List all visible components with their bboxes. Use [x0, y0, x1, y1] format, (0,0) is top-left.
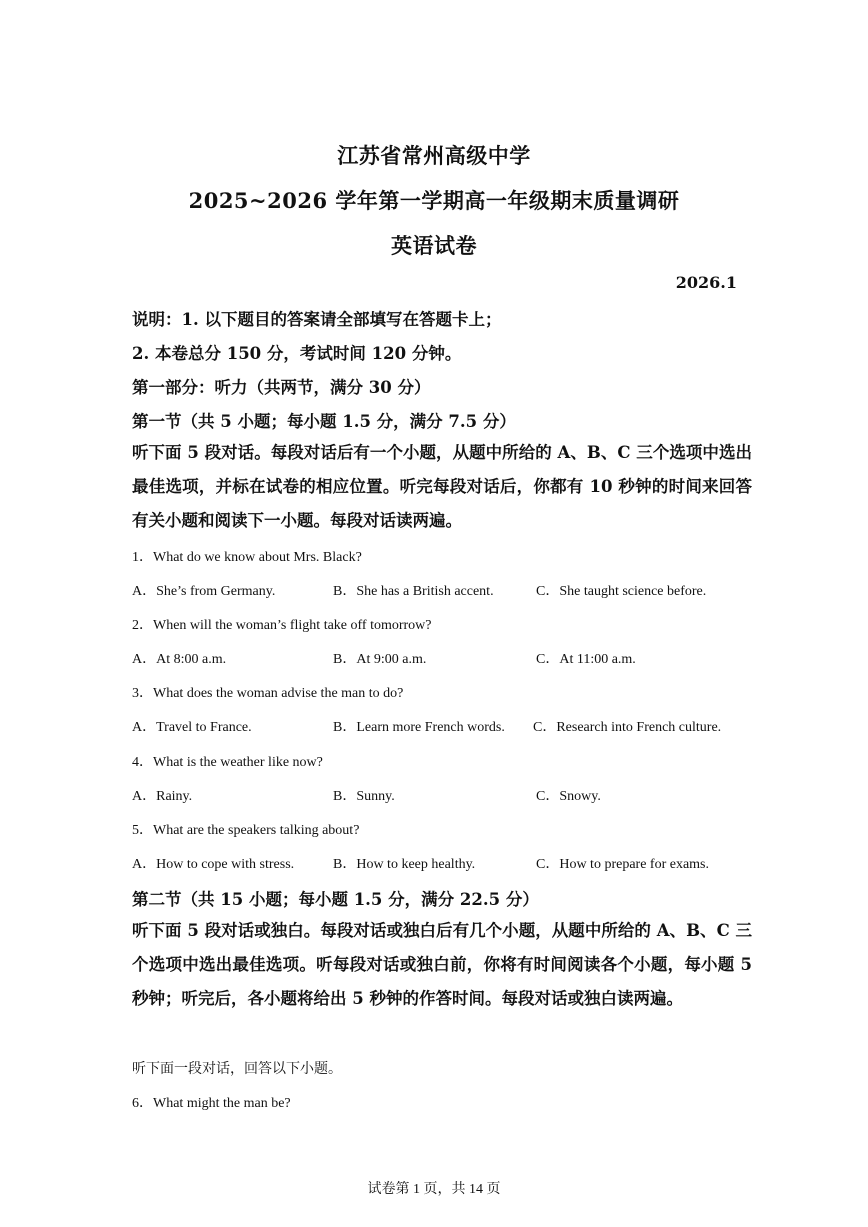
page-footer: 试卷第 1 页，共 14 页	[367, 1182, 501, 1197]
question-stem: 6．What might the man be?	[132, 1096, 291, 1111]
option-c: C．Research into French culture.	[533, 720, 722, 735]
note-1: 说明：1. 以下题目的答案请全部填写在答题卡上；	[132, 310, 502, 329]
section1-instructions: 听下面 5 段对话。每段对话后有一个小题，从题中所给的 A、B、C 三个选项中选出最佳选项，并标在试卷的相应位置。听完每段对话后，你都有 10 秒钟的时间来回答有关小题和阅读下一小题。每段对话读两遍。	[132, 443, 752, 530]
section2-heading: 第二节（共 15 小题；每小题 1.5 分，满分 22.5 分）	[132, 890, 539, 909]
question-stem: 1．What do we know about Mrs. Black?	[132, 550, 362, 565]
exam-date: 2026.1	[675, 273, 737, 292]
option-b: B．At 9:00 a.m.	[333, 652, 427, 667]
question-stem: 5．What are the speakers talking about?	[132, 823, 360, 838]
option-a: A．She’s from Germany.	[132, 584, 276, 599]
school-title: 江苏省常州高级中学	[337, 143, 531, 168]
option-c: C．She taught science before.	[536, 584, 707, 599]
part1-heading: 第一部分：听力（共两节，满分 30 分）	[132, 378, 431, 397]
question-stem: 3．What does the woman advise the man to do?	[132, 686, 404, 701]
option-a: A．Rainy.	[132, 789, 193, 804]
option-c: C．At 11:00 a.m.	[536, 652, 636, 667]
option-a: A．How to cope with stress.	[132, 857, 295, 872]
exam-title: 2025~2026 学年第一学期高一年级期末质量调研	[188, 188, 680, 213]
option-b: B．How to keep healthy.	[333, 857, 476, 872]
option-c: C．Snowy.	[536, 789, 601, 804]
section1-heading: 第一节（共 5 小题；每小题 1.5 分，满分 7.5 分）	[132, 412, 516, 431]
option-c: C．How to prepare for exams.	[536, 857, 710, 872]
option-b: B．She has a British accent.	[333, 584, 494, 599]
subject-title: 英语试卷	[391, 233, 477, 258]
question-stem: 2．When will the woman’s flight take off tomorrow?	[132, 618, 432, 633]
option-a: A．Travel to France.	[132, 720, 252, 735]
dialogue-intro: 听下面一段对话，回答以下小题。	[132, 1062, 342, 1077]
option-a: A．At 8:00 a.m.	[132, 652, 227, 667]
option-b: B．Learn more French words.	[333, 720, 505, 735]
question-stem: 4．What is the weather like now?	[132, 755, 323, 770]
section2-instructions: 听下面 5 段对话或独白。每段对话或独白后有几个小题，从题中所给的 A、B、C 三个选项中选出最佳选项。听每段对话或独白前，你将有时间阅读各个小题，每小题 5 秒钟；听完后，各小题将给出 5 秒钟的作答时间。每段对话或独白读两遍。	[132, 921, 752, 1008]
option-b: B．Sunny.	[333, 789, 395, 804]
note-2: 2. 本卷总分 150 分，考试时间 120 分钟。	[132, 344, 462, 363]
